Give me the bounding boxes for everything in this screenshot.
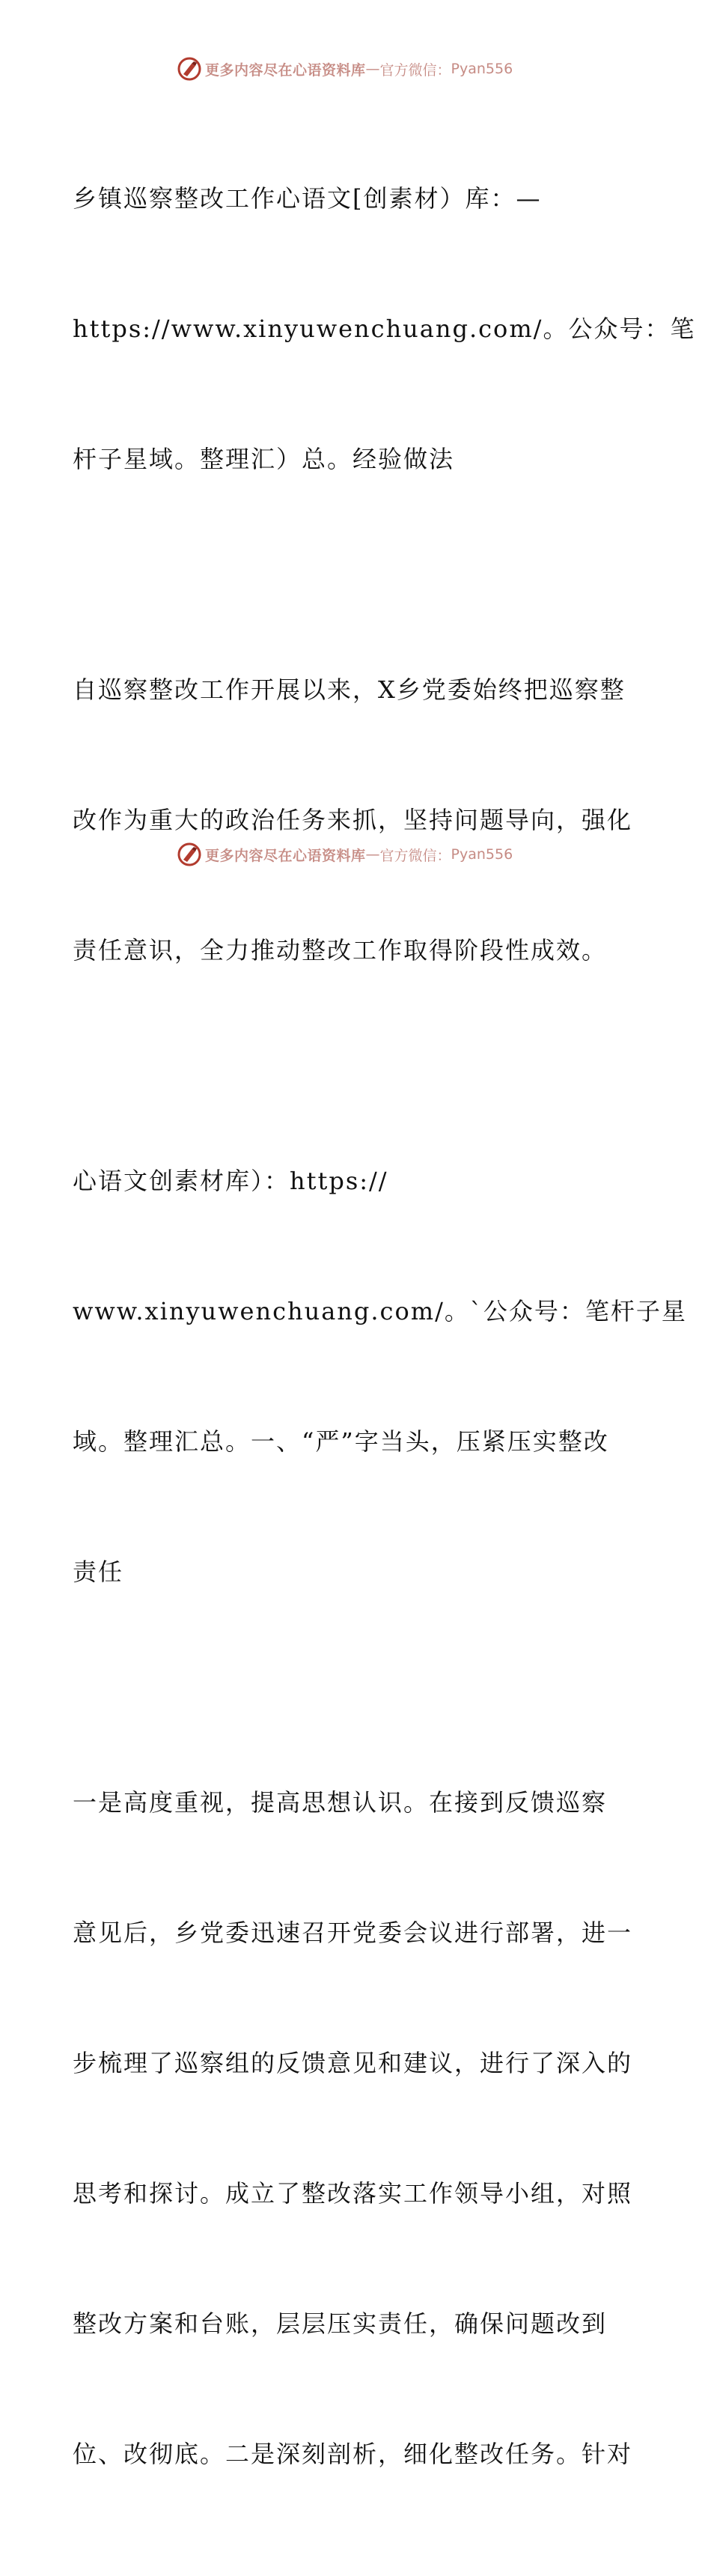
text-line: 一是高度重视，提高思想认识。在接到反馈巡察 xyxy=(73,1788,608,1817)
brand-logo-icon xyxy=(177,56,202,82)
text-line: 心语文创素材库）：https:// xyxy=(73,1167,388,1195)
watermark-slogan: 更多内容尽在心语资料库 xyxy=(205,61,366,79)
paragraph xyxy=(73,1072,687,1680)
text-line: 杆子星域。整理汇）总。经验做法 xyxy=(73,445,455,473)
text-line: 意见后，乡党委迅速召开党委会议进行部署，进一 xyxy=(73,1919,633,1947)
watermark-official-label: 官方微信： xyxy=(379,61,451,79)
paragraph xyxy=(73,581,641,1059)
text-line: https://www.xinyuwenchuang.com/。公众号：笔 xyxy=(73,315,696,343)
watermark-official-label: 官方微信： xyxy=(379,847,451,864)
footer-watermark xyxy=(177,839,513,869)
header-watermark xyxy=(177,54,513,84)
text-line: 改作为重大的政治任务来抓，坚持问题导向，强化 xyxy=(73,806,633,834)
watermark-dash: — xyxy=(365,61,380,77)
paragraph xyxy=(73,1694,641,2563)
text-line: 域。整理汇总。一、“严”字当头，压紧压实整改 xyxy=(73,1427,609,1456)
watermark-slogan: 更多内容尽在心语资料库 xyxy=(205,847,366,864)
text-line: 责任 xyxy=(73,1558,124,1586)
watermark-wechat-id: Pyan556 xyxy=(451,846,513,863)
brand-logo-icon xyxy=(177,842,202,867)
paragraph xyxy=(73,90,696,568)
text-line: www.xinyuwenchuang.com/。`公众号：笔杆子星 xyxy=(73,1297,687,1325)
text-line: 位、改彻底。二是深刻剖析，细化整改任务。针对 xyxy=(73,2440,633,2468)
text-line: 思考和探讨。成立了整改落实工作领导小组，对照 xyxy=(73,2179,633,2208)
text-line: 步梳理了巡察组的反馈意见和建议，进行了深入的 xyxy=(73,2049,633,2077)
text-line: 责任意识，全力推动整改工作取得阶段性成效。 xyxy=(73,936,608,965)
watermark-dash: — xyxy=(365,846,380,863)
document-body xyxy=(73,90,696,2576)
text-line: 自巡察整改工作开展以来，X乡党委始终把巡察整 xyxy=(73,675,626,704)
watermark-wechat-id: Pyan556 xyxy=(451,61,513,77)
text-line: 乡镇巡察整改工作心语文[创素材）库：— xyxy=(73,184,542,213)
text-line: 整改方案和台账，层层压实责任，确保问题改到 xyxy=(73,2309,608,2338)
